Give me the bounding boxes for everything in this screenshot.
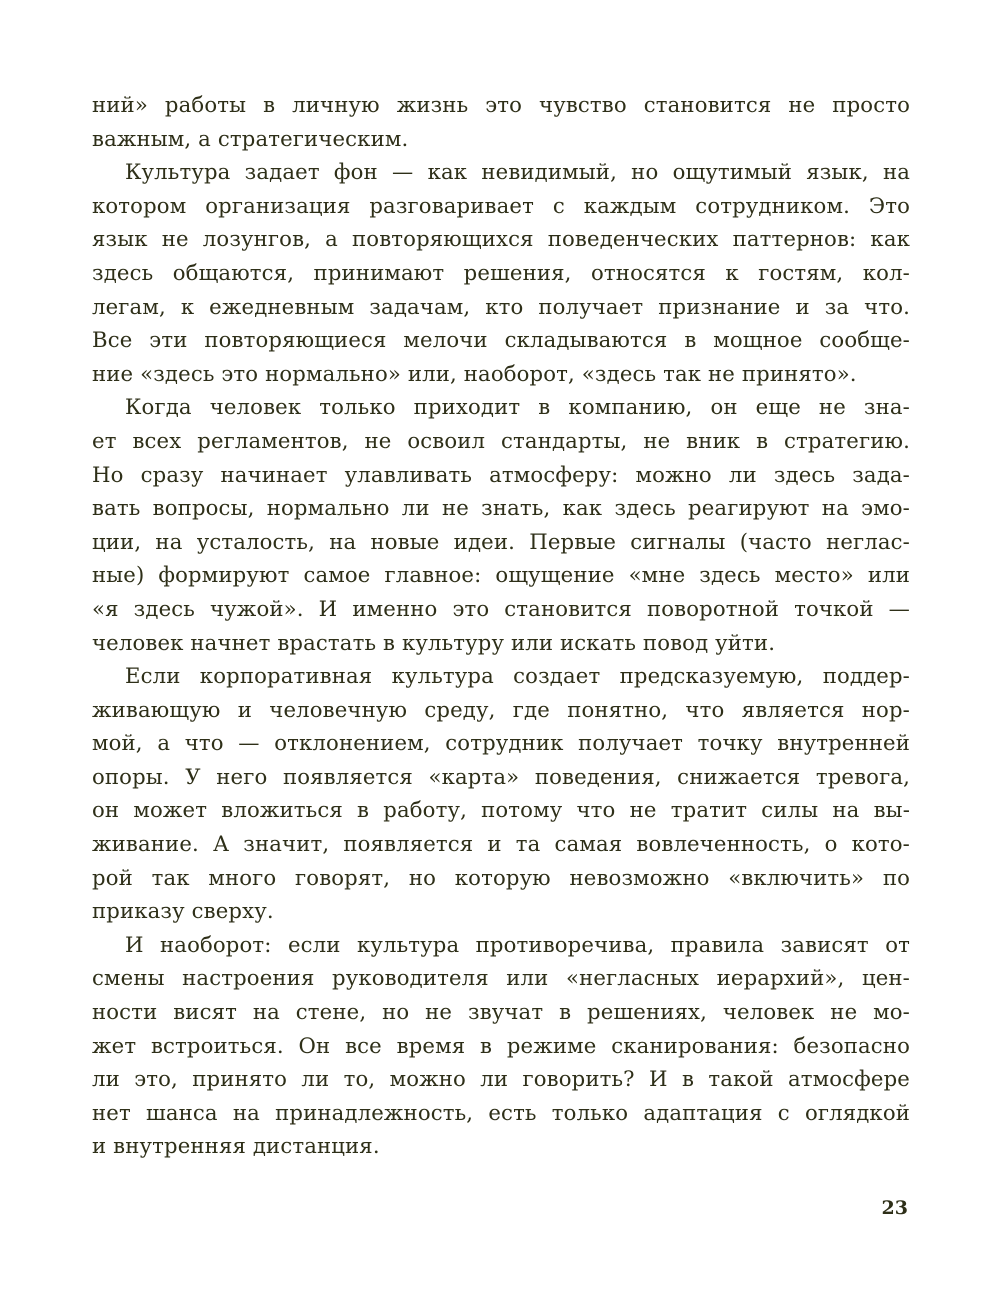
text-line: ные) формируют самое главное: ощущение «мне здесь место» или (92, 562, 910, 588)
text-line: мой, а что — отклонением, сотрудник получает точку внутренней (92, 730, 910, 756)
text-line: Культура задает фон — как невидимый, но ощутимый язык, на (125, 159, 910, 185)
text-line: ние «здесь это нормально» или, наоборот, «здесь так не принято». (92, 360, 857, 386)
text-line: и внутренняя дистанция. (92, 1133, 380, 1159)
text-line: Но сразу начинает улавливать атмосферу: можно ли здесь зада- (92, 461, 910, 487)
text-line: котором организация разговаривает с каждым сотрудником. Это (92, 192, 910, 218)
text-line: Если корпоративная культура создает предсказуемую, поддер- (125, 663, 910, 689)
text-line: Когда человек только приходит в компанию, он еще не зна- (125, 394, 910, 420)
text-line: важным, а стратегическим. (92, 125, 409, 151)
text-line: «я здесь чужой». И именно это становится поворотной точкой — (92, 595, 910, 621)
text-line: жет встроиться. Он все время в режиме сканирования: безопасно (92, 1032, 910, 1058)
text-line: язык не лозунгов, а повторяющихся поведенческих паттернов: как (92, 226, 910, 252)
text-line: ции, на усталость, на новые идеи. Первые сигналы (часто неглас- (92, 528, 910, 554)
text-line: живающую и человечную среду, где понятно, что является нор- (92, 696, 910, 722)
text-line: И наоборот: если культура противоречива, правила зависят от (125, 931, 910, 957)
text-line: нет шанса на принадлежность, есть только адаптация с оглядкой (92, 1099, 910, 1125)
text-line: человек начнет врастать в культуру или искать повод уйти. (92, 629, 776, 655)
text-line: смены настроения руководителя или «негласных иерархий», цен- (92, 965, 910, 991)
text-line: живание. А значит, появляется и та самая вовлеченность, о кото- (92, 831, 910, 857)
text-line: приказу сверху. (92, 898, 274, 924)
text-line: здесь общаются, принимают решения, относятся к гостям, кол- (92, 259, 910, 285)
text-line: вать вопросы, нормально ли не знать, как здесь реагируют на эмо- (92, 495, 910, 521)
body-text (92, 88, 910, 1163)
text-line: легам, к ежедневным задачам, кто получает признание и за что. (92, 293, 910, 319)
text-line: ний» работы в личную жизнь это чувство становится не просто (92, 92, 910, 117)
text-line: Все эти повторяющиеся мелочи складываются в мощное сообще- (92, 327, 910, 353)
page-number: 23 (881, 1197, 908, 1219)
text-line: опоры. У него появляется «карта» поведения, снижается тревога, (92, 763, 910, 789)
text-line: ли это, принято ли то, можно ли говорить? И в такой атмосфере (92, 1066, 910, 1092)
text-line: ет всех регламентов, не освоил стандарты, не вник в стратегию. (92, 427, 910, 453)
text-line: он может вложиться в работу, потому что не тратит силы на вы- (92, 797, 910, 823)
text-line: рой так много говорят, но которую невозможно «включить» по (92, 864, 910, 890)
text-line: ности висят на стене, но не звучат в решениях, человек не мо- (92, 999, 910, 1025)
